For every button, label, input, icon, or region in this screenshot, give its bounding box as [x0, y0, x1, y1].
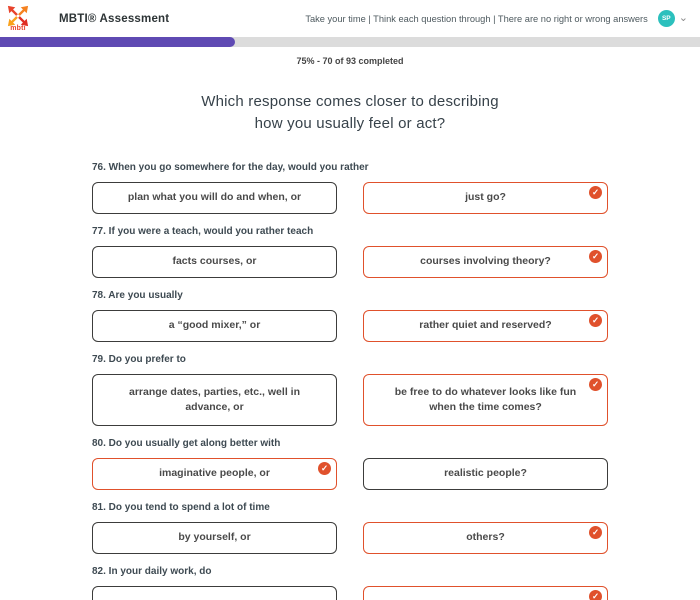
question-text: 77. If you were a teach, would you rather teach [92, 225, 314, 237]
question-text: 82. In your daily work, do [92, 565, 212, 577]
option-button-right[interactable] [363, 374, 608, 426]
app-title: MBTI® Assessment [59, 12, 170, 25]
progress-bar [0, 37, 700, 47]
question-block [92, 353, 608, 426]
option-row [92, 374, 608, 426]
option-button-left[interactable] [92, 246, 337, 278]
option-row [92, 458, 608, 490]
check-icon: ✓ [589, 590, 602, 600]
check-icon: ✓ [589, 186, 602, 199]
logo-wordmark: mbti [10, 25, 26, 32]
option-button-left[interactable] [92, 458, 337, 490]
option-button-right[interactable] [363, 586, 608, 600]
progress-fill [0, 37, 235, 47]
option-label: arrange dates, parties, etc., well in advance, or [129, 386, 300, 413]
question-block [92, 565, 608, 600]
progress-label: 75% - 70 of 93 completed [296, 56, 404, 66]
option-label: realistic people? [444, 467, 527, 480]
option-label: courses involving theory? [420, 255, 551, 268]
question-text: 76. When you go somewhere for the day, would you rather [92, 161, 369, 173]
option-label: just go? [465, 191, 506, 204]
option-button-left[interactable] [92, 586, 337, 600]
question-text: 78. Are you usually [92, 289, 183, 301]
option-row [92, 182, 608, 214]
option-row [92, 246, 608, 278]
option-label: facts courses, or [172, 255, 257, 268]
mbti-logo [5, 5, 31, 32]
page-title [0, 91, 700, 135]
option-row [92, 586, 608, 600]
option-label: a “good mixer,” or [168, 319, 261, 332]
question-block [92, 289, 608, 342]
avatar[interactable] [658, 10, 675, 27]
page-title-line2: how you usually feel or act? [254, 114, 446, 132]
option-label: by yourself, or [178, 531, 251, 544]
page-title-line1: Which response comes closer to describing [201, 93, 499, 110]
chevron-down-icon[interactable]: ⌄ [678, 11, 688, 24]
question-text: 80. Do you usually get along better with [92, 437, 281, 449]
option-button-right[interactable] [363, 182, 608, 214]
check-icon: ✓ [589, 250, 602, 263]
option-row [92, 522, 608, 554]
check-icon: ✓ [589, 314, 602, 327]
option-label: rather quiet and reserved? [419, 319, 552, 332]
option-button-left[interactable] [92, 310, 337, 342]
option-button-left[interactable] [92, 182, 337, 214]
check-icon: ✓ [318, 462, 331, 475]
question-block [92, 225, 608, 278]
mbti-pinwheel-icon [7, 5, 29, 27]
header-tagline: Take your time | Think each question through | There are no right or wrong answers [305, 13, 648, 24]
option-label: imaginative people, or [159, 467, 270, 480]
option-button-right[interactable] [363, 246, 608, 278]
question-block [92, 437, 608, 490]
avatar-initials: SP [661, 15, 671, 22]
question-text: 79. Do you prefer to [92, 353, 186, 365]
option-button-left[interactable] [92, 374, 337, 426]
question-block [92, 501, 608, 554]
question-block [92, 161, 608, 214]
option-button-left[interactable] [92, 522, 337, 554]
question-text: 81. Do you tend to spend a lot of time [92, 501, 270, 513]
option-label: be free to do whatever looks like fun when the time comes? [394, 386, 577, 413]
option-label: plan what you will do and when, or [127, 191, 302, 204]
option-row [92, 310, 608, 342]
option-button-right[interactable] [363, 522, 608, 554]
check-icon: ✓ [589, 378, 602, 391]
check-icon: ✓ [589, 526, 602, 539]
question-list [92, 161, 608, 600]
option-button-right[interactable] [363, 458, 608, 490]
option-label: others? [466, 531, 505, 544]
option-button-right[interactable] [363, 310, 608, 342]
app-header [0, 0, 700, 37]
